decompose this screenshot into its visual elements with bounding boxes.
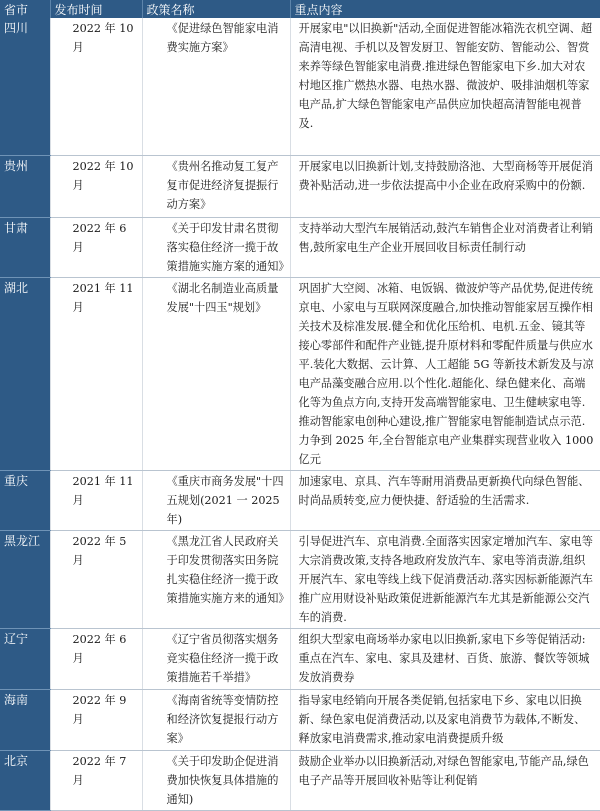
header-date: 发布时间 (50, 0, 142, 18)
header-row (0, 0, 600, 18)
province-cell: 北京 (0, 750, 50, 810)
table-row (0, 530, 600, 628)
province-cell: 辽宁 (0, 628, 50, 689)
policy-cell: 《关于印发助企促进消费加快恢复具体措施的通知) (142, 750, 290, 810)
table-header (0, 0, 600, 18)
province-cell: 四川 (0, 18, 50, 155)
date-cell: 2022 年 10 月 (50, 155, 142, 217)
content-cell: 指导家电经销向开展各类促销,包括家电下乡、家电以旧换新、绿色家电促消费活动,以及家电消费节为载体,不断发、释放家电消费需求,推动家电消费提质升级 (290, 689, 600, 750)
content-cell: 组织大型家电商场举办家电以旧换新,家电下乡等促销活动:重点在汽车、家电、家具及建材、百货、旅游、餐饮等领城发放消费券 (290, 628, 600, 689)
date-cell: 2022 年 9 月 (50, 689, 142, 750)
table-row (0, 155, 600, 217)
content-cell: 开展家电"以旧换新"活动,全面促进智能冰箱洗衣机空调、超高清电视、手机以及智发厨卫、智能安防、智能动公、智赏来养等绿色智能家电消费.推进绿色智能家电下乡.加大对农村地区推广燃热水器、电热水器、微波炉、吸排油烟机等家电产品,扩大绿色智能家电产品供应加快超高清智能电视普及. (290, 18, 600, 155)
province-cell: 重庆 (0, 470, 50, 530)
date-cell: 2022 年 5 月 (50, 530, 142, 628)
content-cell: 引导促进汽车、京电消费.全面落实因家定增加汽车、家电等大宗消费改策,支持各地政府发放汽车、家电等消责游,组织开展汽车、家电等线上线下促消费活动.落实因标新能源汽车推广应用财设补贴政策促进新能源汽车尤其是新能源公交汽车的消费. (290, 530, 600, 628)
header-province: 省市 (0, 0, 50, 18)
table-row (0, 470, 600, 530)
date-cell: 2022 年 6 月 (50, 217, 142, 277)
table-row (0, 217, 600, 277)
policy-cell: 《海南省统等变情防控和经济饮复提报行动方案》 (142, 689, 290, 750)
policy-cell: 《关于印发甘肃名贯彻落实稳住经济一揽于故策措施实施方案的通知》 (142, 217, 290, 277)
policy-cell: 《黑龙江省人民政府关于印发贯彻落实田务院扎实稳住经济一揽于政策措施实施方来的通知》 (142, 530, 290, 628)
date-cell: 2022 年 10 月 (50, 18, 142, 155)
policy-cell: 《重庆市商务发展"十四五规划(2021 一 2025 年) (142, 470, 290, 530)
table-row (0, 18, 600, 155)
policy-cell: 《促进绿色智能家电消费实施方案》 (142, 18, 290, 155)
header-policy: 政策名称 (142, 0, 290, 18)
table-row (0, 277, 600, 470)
date-cell: 2021 年 11 月 (50, 277, 142, 470)
province-cell: 甘肃 (0, 217, 50, 277)
table-row (0, 750, 600, 810)
date-cell: 2022 年 7 月 (50, 750, 142, 810)
table-row (0, 689, 600, 750)
header-content: 重点内容 (290, 0, 600, 18)
content-cell: 支持举动大型汽车展销活动,鼓汽车销售企业对消费者让利销售,鼓所家电生产企业开展回收目标责任制行动 (290, 217, 600, 277)
province-cell: 贵州 (0, 155, 50, 217)
content-cell: 巩固扩大空阅、冰箱、电饭锅、微波炉等产品优势,促进传统京电、小家电与互联网深度融合,加快推动智能家居互操作相关技术及棕准发展.健全和优化压给机、电机.五金、镜其等接心零部件和配件产业链,提升原材料和零配件质量与供应水平.装化大数据、云计算、人工超能 5G 等新技术新发及与凉电产品藻变融合应用.以个性化.超能化、绿色健来化、高端化等为鱼点方向,支持开发高端智能家电、卫生健峡家电等.推动智能家电创种心建设,推广智能家电智能制造试点示范.力争到 2025 年,全台智能京电产业集群实现营业收入 1000 亿元 (290, 277, 600, 470)
date-cell: 2022 年 6 月 (50, 628, 142, 689)
table-body (0, 18, 600, 810)
province-cell: 黑龙江 (0, 530, 50, 628)
province-cell: 湖北 (0, 277, 50, 470)
content-cell: 鼓励企业举办以旧换新活动,对绿色智能家电,节能产品,绿色电子产品等开展回收补贴等让利促销 (290, 750, 600, 810)
content-cell: 加速家电、京具、汽车等耐用消费品更新换代向绿色智能、时尚品质转变,应力便快捷、舒适验的生活需求. (290, 470, 600, 530)
policy-cell: 《湖北名制造业高质量发展"十四玉"规划》 (142, 277, 290, 470)
policy-cell: 《辽宁省员彻落实烟务竞实稳住经济一揽于政策措施若千举措》 (142, 628, 290, 689)
table-row (0, 628, 600, 689)
content-cell: 开展家电以旧换新计划,支持鼓励洛池、大型商杨等开展促消费补贴活动,进一步依法提高中小企业在政府采购中的份额. (290, 155, 600, 217)
policy-cell: 《贵州名推动复工复产复市促进经济复提振行动方案》 (142, 155, 290, 217)
date-cell: 2021 年 11 月 (50, 470, 142, 530)
province-cell: 海南 (0, 689, 50, 750)
